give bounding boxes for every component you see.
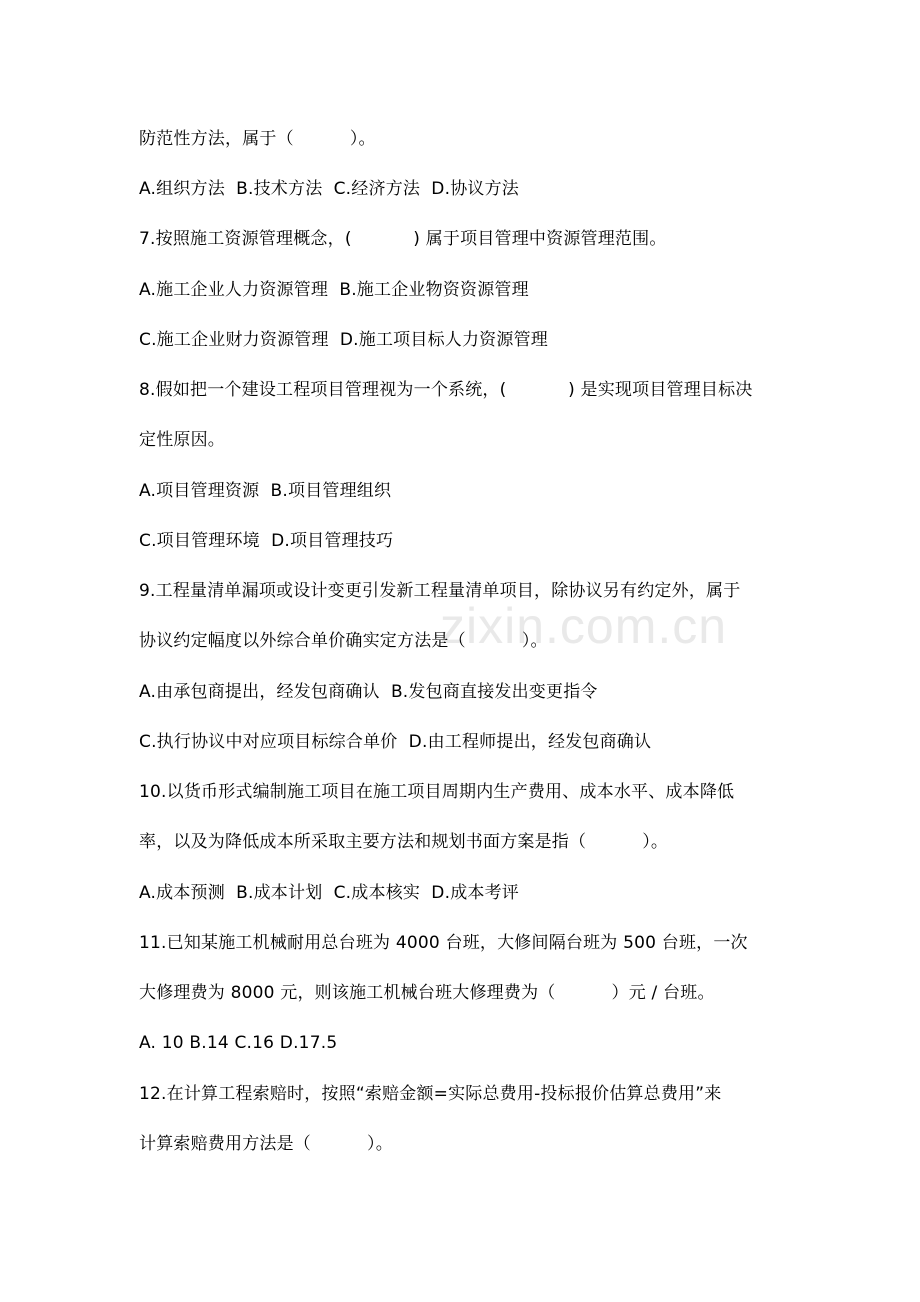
question-8-stem-line1: 8.假如把一个建设工程项目管理视为一个系统，( ) 是实现项目管理目标决 xyxy=(139,380,753,400)
question-10-stem-line2: 率，以及为降低成本所采取主要方法和规划书面方案是指（ ）。 xyxy=(139,832,669,852)
question-9-stem-line2: 协议约定幅度以外综合单价确实定方法是（ ）。 xyxy=(139,631,548,651)
question-10-stem-line1: 10.以货币形式编制施工项目在施工项目周期内生产费用、成本水平、成本降低 xyxy=(139,782,735,802)
question-6-stem-end: 防范性方法，属于（ ）。 xyxy=(139,129,376,149)
question-7-stem: 7.按照施工资源管理概念，( ) 属于项目管理中资源管理范围。 xyxy=(139,229,667,249)
question-8-stem-line2: 定性原因。 xyxy=(139,430,225,450)
question-12-stem-line2: 计算索赔费用方法是（ ）。 xyxy=(139,1134,393,1154)
question-11-stem-line1: 11.已知某施工机械耐用总台班为 4000 台班，大修间隔台班为 500 台班，一次 xyxy=(139,933,748,953)
question-9-options-cd: C.执行协议中对应项目标综合单价 D.由工程师提出，经发包商确认 xyxy=(139,732,652,752)
question-8-options-cd: C.项目管理环境 D.项目管理技巧 xyxy=(139,531,394,551)
question-9-options-ab: A.由承包商提出，经发包商确认 B.发包商直接发出变更指令 xyxy=(139,682,598,702)
question-8-options-ab: A.项目管理资源 B.项目管理组织 xyxy=(139,481,392,501)
question-7-options-ab: A.施工企业人力资源管理 B.施工企业物资资源管理 xyxy=(139,280,529,300)
question-12-stem-line1: 12.在计算工程索赔时，按照“索赔金额=实际总费用-投标报价估算总费用”来 xyxy=(139,1084,722,1104)
question-9-stem-line1: 9.工程量清单漏项或设计变更引发新工程量清单项目，除协议另有约定外，属于 xyxy=(139,581,741,601)
question-10-options: A.成本预测 B.成本计划 C.成本核实 D.成本考评 xyxy=(139,883,519,903)
question-11-options: A. 10 B.14 C.16 D.17.5 xyxy=(139,1033,338,1053)
question-11-stem-line2: 大修理费为 8000 元，则该施工机械台班大修理费为（ ）元 / 台班。 xyxy=(139,983,715,1003)
question-6-options: A.组织方法 B.技术方法 C.经济方法 D.协议方法 xyxy=(139,179,519,199)
watermark: zixin.com.cn xyxy=(440,598,728,654)
question-7-options-cd: C.施工企业财力资源管理 D.施工项目标人力资源管理 xyxy=(139,330,548,350)
